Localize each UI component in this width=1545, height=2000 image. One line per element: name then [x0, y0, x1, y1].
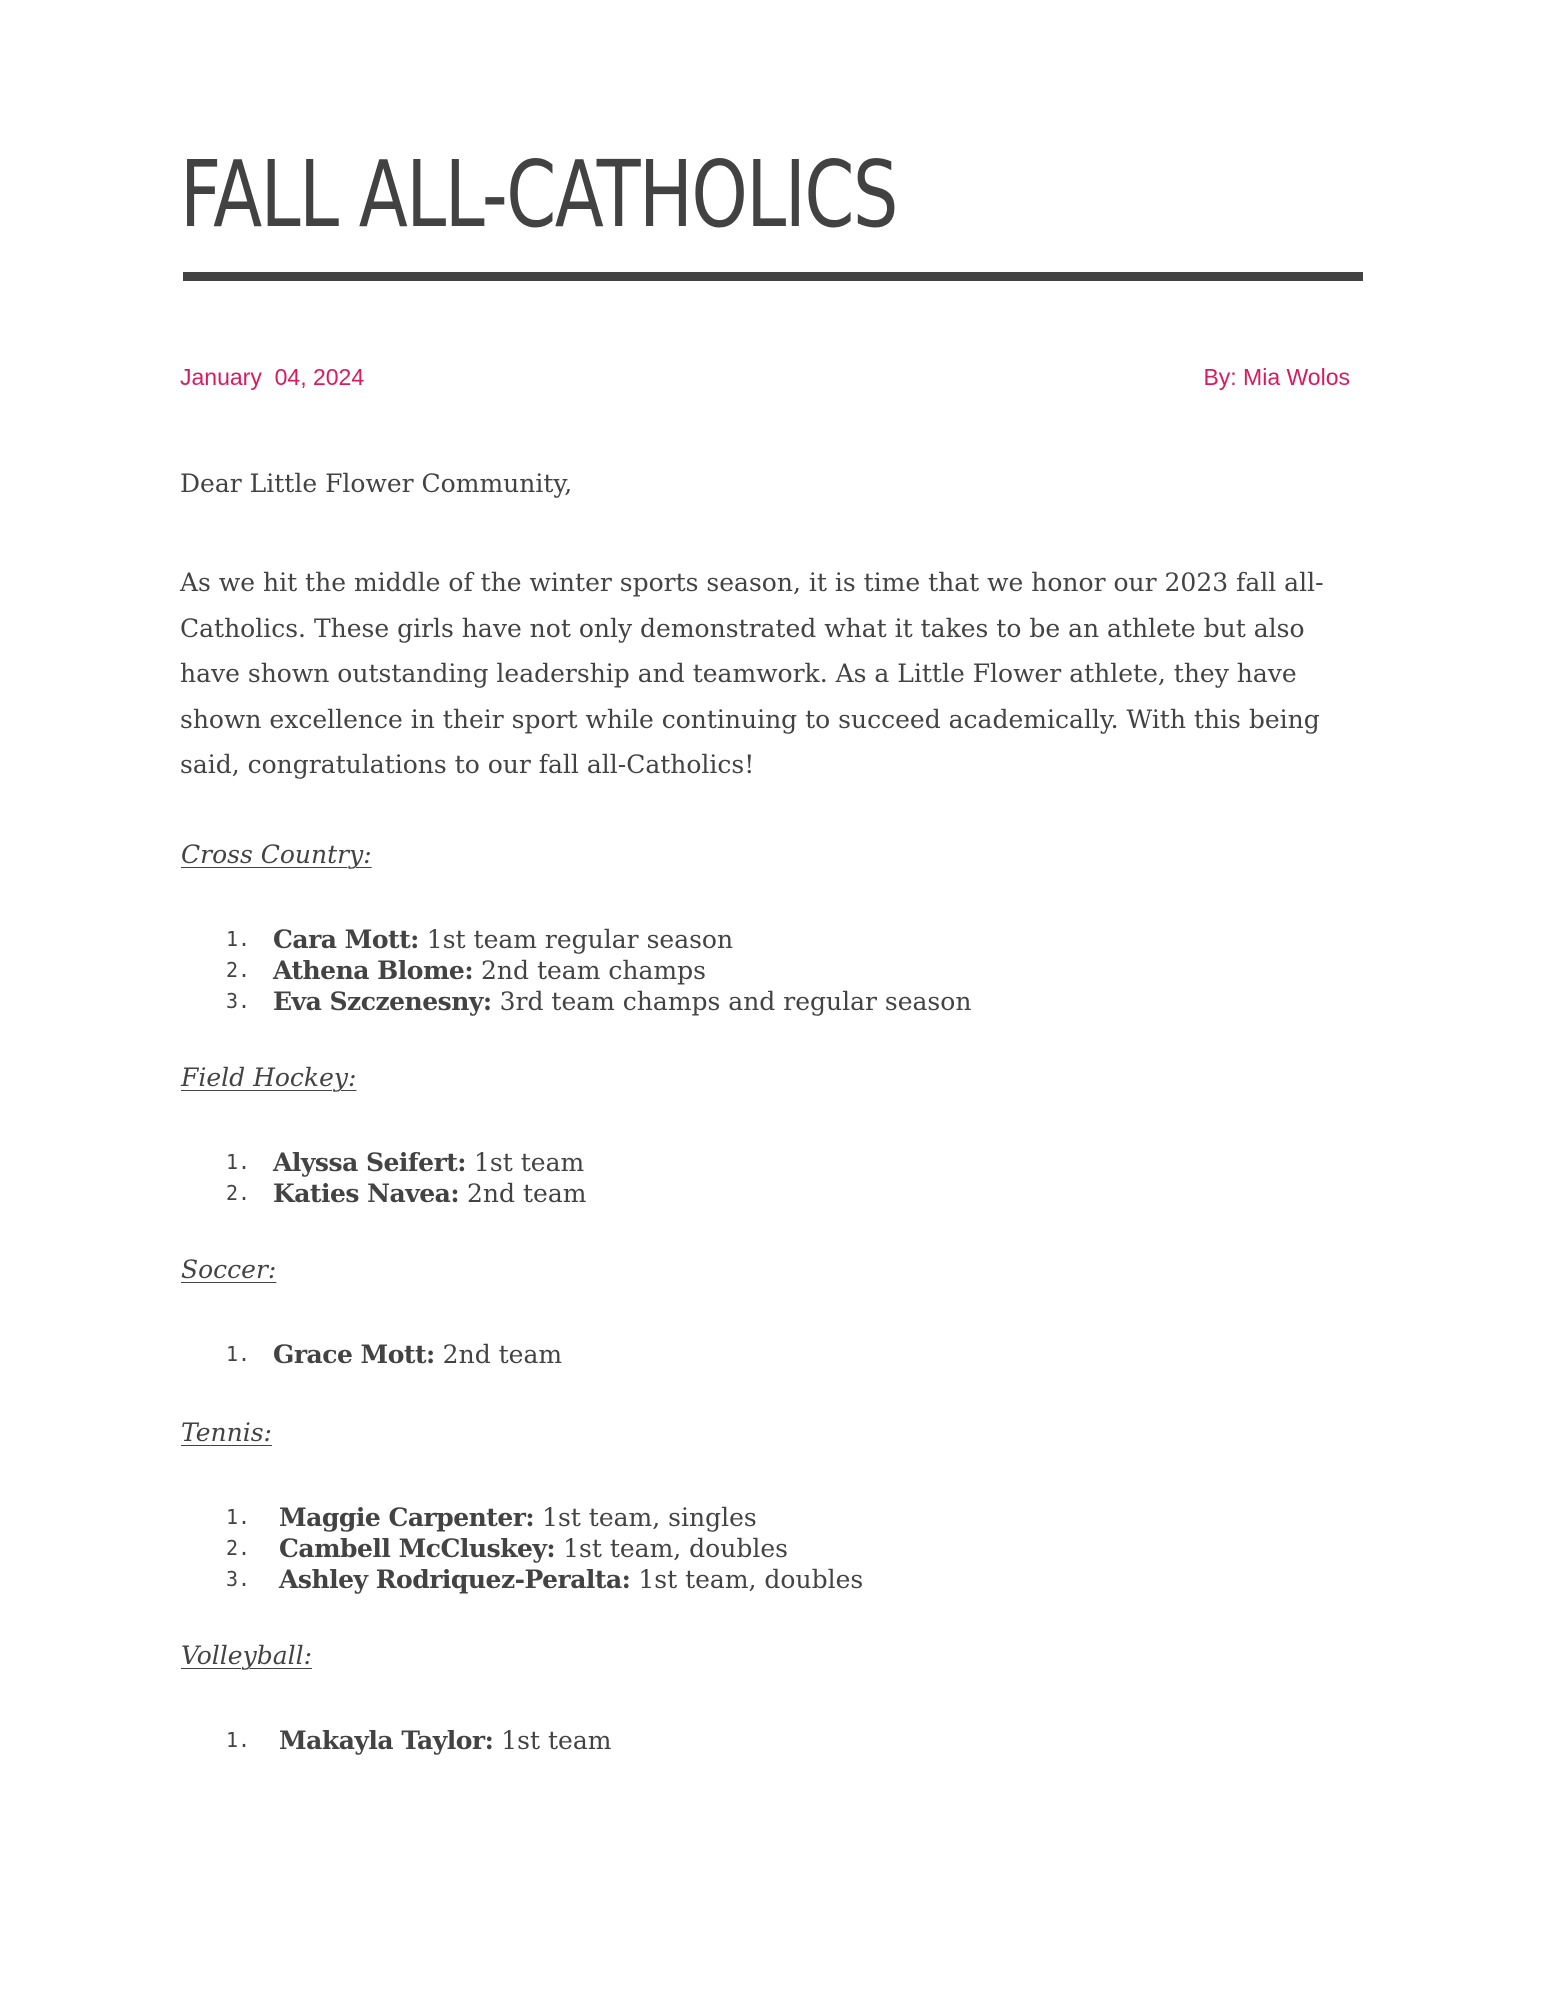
section-heading-soccer: Soccer: — [181, 1255, 277, 1284]
title-divider — [183, 272, 1363, 281]
athlete-name: Grace Mott: — [273, 1340, 435, 1369]
athlete-name: Ashley Rodriquez-Peralta: — [279, 1565, 631, 1594]
intro-paragraph: As we hit the middle of the winter sports season, it is time that we honor our 2023 fall all-Catholics. These girls have not only demonstrated what it takes to be an athlete but also have shown outstanding leadership and teamwork. As a Little Flower athlete, they have shown excellence in their sport while continuing to succeed academically. With this being said, congratulations to our fall all-Catholics! — [180, 568, 1324, 779]
athlete-award: 1st team, doubles — [630, 1565, 864, 1594]
section-heading-field-hockey: Field Hockey: — [181, 1063, 357, 1092]
athlete-award: 1st team — [493, 1726, 612, 1755]
list-number: 2. — [226, 958, 251, 982]
athlete-name: Cara Mott: — [273, 925, 419, 954]
athlete-name: Athena Blome: — [273, 956, 474, 985]
list-number: 1. — [226, 1728, 251, 1752]
section-heading-cross-country: Cross Country: — [181, 840, 372, 869]
list-number: 3. — [226, 989, 251, 1013]
list-number: 1. — [226, 1150, 251, 1174]
list-number: 1. — [226, 927, 251, 951]
athlete-name: Alyssa Seifert: — [273, 1148, 467, 1177]
athlete-name: Eva Szczenesny: — [273, 987, 492, 1016]
athlete-award: 1st team — [466, 1148, 585, 1177]
list-number: 3. — [226, 1567, 251, 1591]
athlete-name: Cambell McCluskey: — [279, 1534, 556, 1563]
athlete-award: 1st team, doubles — [555, 1534, 788, 1563]
athlete-award: 1st team, singles — [534, 1503, 757, 1532]
section-heading-tennis: Tennis: — [181, 1418, 272, 1447]
athlete-award: 3rd team champs and regular season — [491, 987, 972, 1016]
athlete-name: Makayla Taylor: — [279, 1726, 494, 1755]
author-byline: By: Mia Wolos — [1203, 364, 1350, 390]
athlete-award: 1st team regular season — [418, 925, 734, 954]
athlete-award: 2nd team — [459, 1179, 587, 1208]
list-number: 2. — [226, 1181, 251, 1205]
athlete-award: 2nd team — [434, 1340, 563, 1369]
document-title: FALL ALL-CATHOLICS — [180, 141, 897, 248]
athlete-award: 2nd team champs — [473, 956, 706, 985]
section-heading-volleyball: Volleyball: — [181, 1641, 313, 1670]
athlete-name: Maggie Carpenter: — [279, 1503, 535, 1532]
list-number: 1. — [226, 1342, 251, 1366]
list-number: 2. — [226, 1536, 251, 1560]
publish-date: January 04, 2024 — [180, 364, 365, 390]
athlete-name: Katies Navea: — [273, 1179, 460, 1208]
greeting: Dear Little Flower Community, — [180, 469, 573, 498]
list-number: 1. — [226, 1505, 251, 1529]
